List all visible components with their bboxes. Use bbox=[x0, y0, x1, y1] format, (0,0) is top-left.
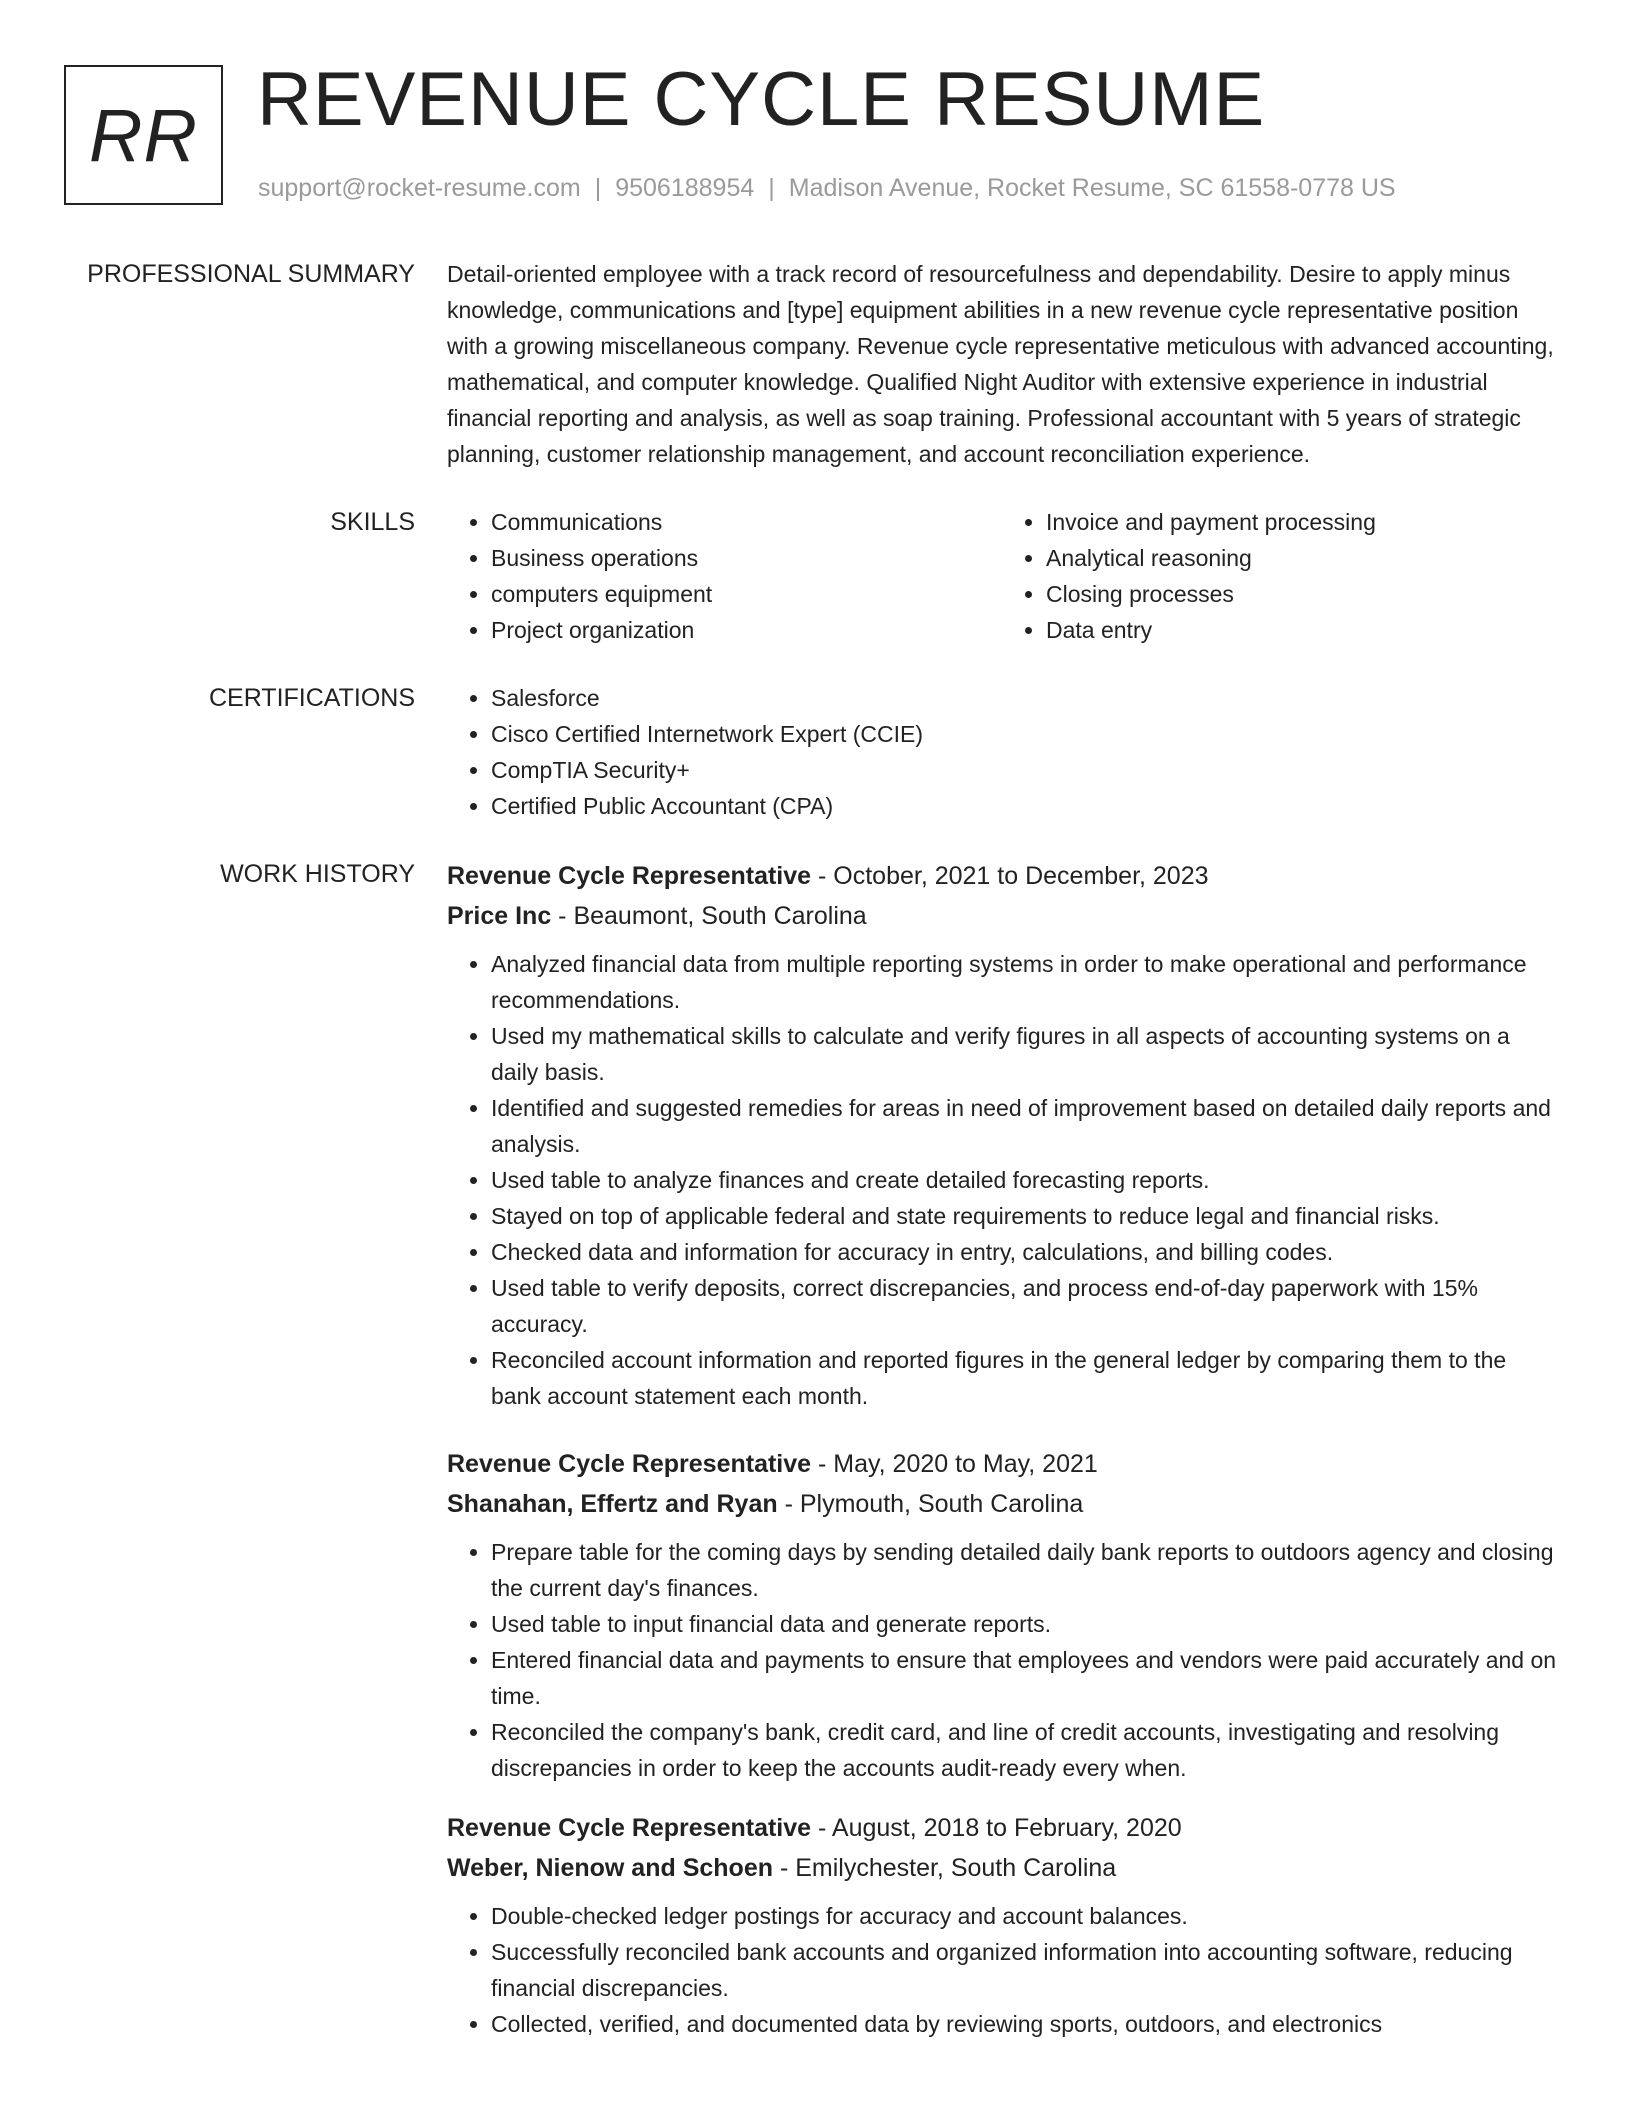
work-history-section bbox=[0, 856, 1632, 2042]
job-duty: • Collected, verified, and documented data by reviewing sports, outdoors, and electronics bbox=[491, 2006, 1557, 2042]
skill-item: • Business operations bbox=[491, 540, 1002, 576]
job-entry bbox=[447, 1444, 1557, 1786]
job-dates: - May, 2020 to May, 2021 bbox=[811, 1450, 1098, 1478]
job-duty: • Reconciled account information and reported figures in the general ledger by comparing them to the bank account statement each month. bbox=[491, 1342, 1557, 1414]
skill-item: • Analytical reasoning bbox=[1046, 540, 1557, 576]
job-location: - Emilychester, South Carolina bbox=[773, 1854, 1117, 1882]
certifications-list bbox=[447, 680, 1557, 824]
contact-address: Madison Avenue, Rocket Resume, SC 61558-0778 US bbox=[788, 174, 1396, 202]
skill-item: • Project organization bbox=[491, 612, 1002, 648]
skills-section bbox=[0, 504, 1632, 648]
job-duty: • Checked data and information for accuracy in entry, calculations, and billing codes. bbox=[491, 1234, 1557, 1270]
job-company: Shanahan, Effertz and Ryan bbox=[447, 1490, 778, 1518]
summary-text: Detail-oriented employee with a track record of resourcefulness and dependability. Desire to apply minus knowledge, communications and [type] equipment abilities in a new revenue cycle representative position with a growing miscellaneous company. Revenue cycle representative meticulous with advanced accounting, mathematical, and computer knowledge. Qualified Night Auditor with extensive experience in industrial financial reporting and analysis, as well as soap training. Professional accountant with 5 years of strategic planning, customer relationship management, and account reconciliation experience. bbox=[447, 261, 1554, 467]
monogram-initials: RR bbox=[89, 93, 198, 177]
skill-item: • Communications bbox=[491, 504, 1002, 540]
contact-line bbox=[258, 174, 1396, 203]
certification-item: • Certified Public Accountant (CPA) bbox=[491, 788, 1557, 824]
skill-item: • Data entry bbox=[1046, 612, 1557, 648]
job-title-line bbox=[447, 856, 1557, 896]
job-duty: • Reconciled the company's bank, credit card, and line of credit accounts, investigating and resolving discrepancies in order to keep the accounts audit-ready every when. bbox=[491, 1714, 1557, 1786]
summary-heading: PROFESSIONAL SUMMARY bbox=[87, 260, 415, 288]
certification-item: • Cisco Certified Internetwork Expert (CCIE) bbox=[491, 716, 1557, 752]
job-dates: - October, 2021 to December, 2023 bbox=[811, 862, 1209, 890]
job-duty: • Used table to analyze finances and create detailed forecasting reports. bbox=[491, 1162, 1557, 1198]
job-company-line bbox=[447, 1848, 1557, 1888]
job-dates: - August, 2018 to February, 2020 bbox=[811, 1814, 1182, 1842]
job-duty: • Used table to verify deposits, correct discrepancies, and process end-of-day paperwork with 15% accuracy. bbox=[491, 1270, 1557, 1342]
skills-list-right bbox=[1002, 504, 1557, 648]
contact-phone[interactable]: 9506188954 bbox=[615, 174, 755, 202]
job-title: Revenue Cycle Representative bbox=[447, 1450, 812, 1478]
certification-item: • Salesforce bbox=[491, 680, 1557, 716]
skills-heading: SKILLS bbox=[330, 508, 415, 536]
contact-email[interactable]: support@rocket-resume.com bbox=[258, 174, 581, 202]
job-entry bbox=[447, 856, 1557, 1414]
contact-separator: | bbox=[594, 174, 602, 202]
summary-section bbox=[0, 256, 1632, 472]
monogram-box bbox=[64, 65, 223, 205]
job-duty: • Used table to input financial data and generate reports. bbox=[491, 1606, 1557, 1642]
job-title-line bbox=[447, 1808, 1557, 1848]
job-duty: • Prepare table for the coming days by sending detailed daily bank reports to outdoors agency and closing the current day's finances. bbox=[491, 1534, 1557, 1606]
job-company: Price Inc bbox=[447, 902, 552, 930]
certification-item: • CompTIA Security+ bbox=[491, 752, 1557, 788]
certifications-section bbox=[0, 680, 1632, 824]
skill-item: • Invoice and payment processing bbox=[1046, 504, 1557, 540]
certifications-heading: CERTIFICATIONS bbox=[208, 684, 415, 712]
job-duty: • Double-checked ledger postings for accuracy and account balances. bbox=[491, 1898, 1557, 1934]
job-duty: • Entered financial data and payments to ensure that employees and vendors were paid accurately and on time. bbox=[491, 1642, 1557, 1714]
skill-item: • Closing processes bbox=[1046, 576, 1557, 612]
work-history-heading: WORK HISTORY bbox=[220, 860, 415, 888]
job-location: - Beaumont, South Carolina bbox=[551, 902, 867, 930]
job-company: Weber, Nienow and Schoen bbox=[447, 1854, 773, 1882]
job-title-line bbox=[447, 1444, 1557, 1484]
job-entry bbox=[447, 1808, 1557, 2042]
skill-item: • computers equipment bbox=[491, 576, 1002, 612]
job-company-line bbox=[447, 896, 1557, 936]
job-duty: • Stayed on top of applicable federal and state requirements to reduce legal and financial risks. bbox=[491, 1198, 1557, 1234]
job-duty: • Analyzed financial data from multiple reporting systems in order to make operational and performance recommendations. bbox=[491, 946, 1557, 1018]
job-duties-list bbox=[447, 1898, 1557, 2042]
job-title: Revenue Cycle Representative bbox=[447, 862, 812, 890]
job-duties-list bbox=[447, 1534, 1557, 1786]
job-duty: • Identified and suggested remedies for areas in need of improvement based on detailed daily reports and analysis. bbox=[491, 1090, 1557, 1162]
job-duties-list bbox=[447, 946, 1557, 1414]
job-duty: • Used my mathematical skills to calculate and verify figures in all aspects of accounting systems on a daily basis. bbox=[491, 1018, 1557, 1090]
contact-separator: | bbox=[768, 174, 775, 202]
resume-title: REVENUE CYCLE RESUME bbox=[257, 57, 1266, 142]
resume-content bbox=[0, 256, 1632, 2042]
job-location: - Plymouth, South Carolina bbox=[777, 1490, 1084, 1518]
skills-list-left bbox=[447, 504, 1002, 648]
job-duty: • Successfully reconciled bank accounts and organized information into accounting software, reducing financial discrepancies. bbox=[491, 1934, 1557, 2006]
job-title: Revenue Cycle Representative bbox=[447, 1814, 812, 1842]
job-company-line bbox=[447, 1484, 1557, 1524]
